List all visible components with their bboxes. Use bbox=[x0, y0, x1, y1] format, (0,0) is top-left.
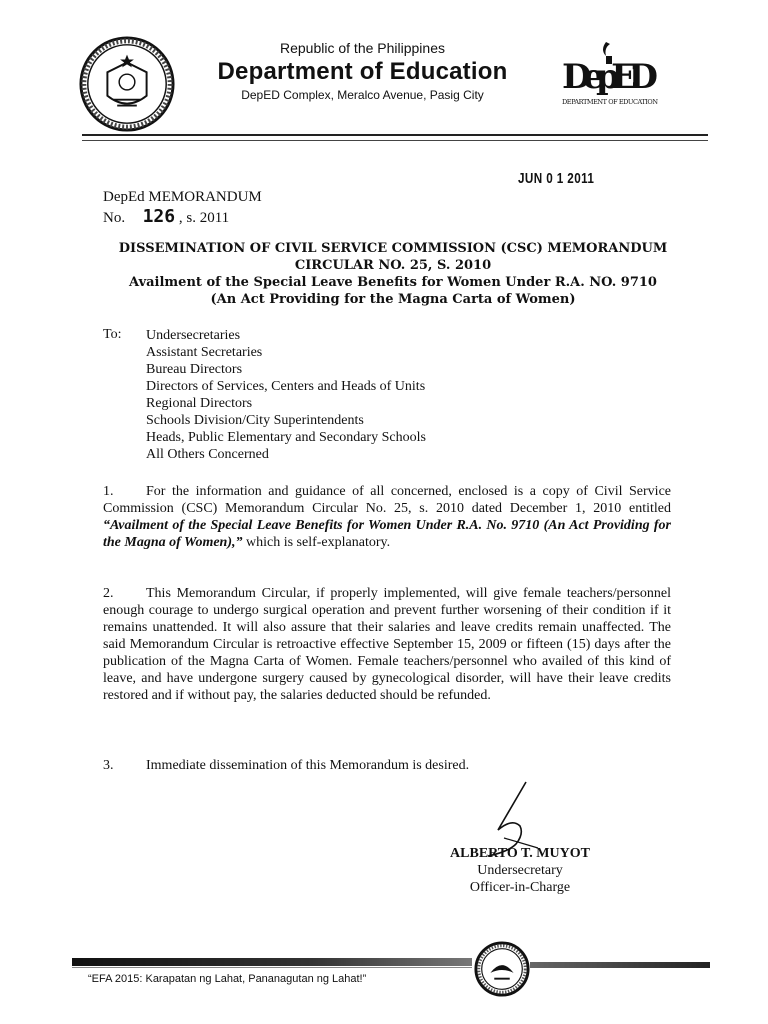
paragraph-1 bbox=[103, 483, 671, 551]
recipients-list bbox=[146, 327, 426, 463]
footer-motto: “EFA 2015: Karapatan ng Lahat, Pananagutan ng Lahat!” bbox=[88, 973, 367, 985]
recipient-item: Heads, Public Elementary and Secondary Schools bbox=[146, 430, 426, 445]
paragraph-number: 3. bbox=[103, 758, 114, 773]
republic-line: Republic of the Philippines bbox=[280, 40, 445, 56]
recipient-item: Assistant Secretaries bbox=[146, 345, 263, 360]
title-line-1: DISSEMINATION OF CIVIL SERVICE COMMISSION (CSC) MEMORANDUM bbox=[118, 241, 668, 256]
footer-bar-right bbox=[530, 962, 710, 968]
signatory-title: Undersecretary bbox=[477, 863, 563, 878]
memo-label: DepEd MEMORANDUM bbox=[103, 189, 262, 205]
paragraph-3 bbox=[103, 757, 671, 774]
recipient-item: Undersecretaries bbox=[146, 328, 241, 343]
paragraph-text-end: which is self-explanatory. bbox=[242, 535, 391, 550]
signatory-block bbox=[420, 845, 620, 896]
deped-logo-icon bbox=[560, 38, 660, 110]
recipient-item: Directors of Services, Centers and Heads of Units bbox=[146, 379, 426, 394]
deped-logo-text: DepED bbox=[562, 57, 658, 97]
memo-series: , s. 2011 bbox=[178, 210, 230, 226]
paragraph-text: For the information and guidance of all concerned, enclosed is a copy of Civil Service Commission (CSC) Memorandum Circular No. 25, s. 2010 dated December 1, 2010 entitled bbox=[103, 484, 671, 516]
republic-seal-icon bbox=[78, 35, 176, 133]
signatory-name: ALBERTO T. MUYOT bbox=[450, 846, 590, 861]
footer-bar-left bbox=[72, 958, 472, 966]
paragraph-number: 2. bbox=[103, 586, 114, 601]
header-rule-thin bbox=[82, 140, 708, 141]
memo-no-label: No. bbox=[103, 210, 126, 226]
recipient-item: Schools Division/City Superintendents bbox=[146, 413, 364, 428]
paragraph-number: 1. bbox=[103, 484, 114, 499]
memo-header bbox=[103, 188, 262, 228]
signatory-role: Officer-in-Charge bbox=[469, 880, 571, 895]
department-address: DepED Complex, Meralco Avenue, Pasig City bbox=[241, 88, 484, 102]
recipients-label: To: bbox=[103, 327, 122, 342]
date-stamp: JUN 0 1 2011 bbox=[518, 170, 595, 187]
paragraph-text: Immediate dissemination of this Memorandum is desired. bbox=[146, 758, 470, 773]
memo-title bbox=[103, 240, 683, 308]
paragraph-text: This Memorandum Circular, if properly implemented, will give female teachers/personnel enough courage to undergo surgical operation and prevent further worsening of their condition if it remains unattended. It will also assure that their salaries and leave credits remain unaffected. The said Memorandum Circular is retroactive effective September 15, 2009 or fifteen (15) days after the publication of the Magna Carta of Women. Female teachers/personnel who availed of this kind of leave, and have undergone surgery caused by gynecological disorder, will have their leave credits restored and if without pay, the salaries deducted should be refunded. bbox=[103, 586, 671, 703]
memo-number-line bbox=[103, 207, 262, 228]
footer-bar-thin bbox=[72, 967, 472, 968]
circular-title-emphasis: “Availment of the Special Leave Benefits for Women Under R.A. No. 9710 (An Act Providing for the Magna of Women),” bbox=[103, 518, 671, 550]
footer-seal-icon bbox=[473, 940, 531, 998]
memo-number: 126 bbox=[142, 206, 176, 227]
recipient-item: All Others Concerned bbox=[146, 447, 269, 462]
deped-logo-subtext: DEPARTMENT OF EDUCATION bbox=[562, 98, 658, 106]
title-line-3: Availment of the Special Leave Benefits for Women Under R.A. NO. 9710 bbox=[129, 275, 657, 290]
title-line-4: (An Act Providing for the Magna Carta of Women) bbox=[210, 292, 576, 307]
title-line-2: CIRCULAR NO. 25, S. 2010 bbox=[294, 258, 492, 273]
letterhead bbox=[190, 40, 535, 102]
recipient-item: Bureau Directors bbox=[146, 362, 243, 377]
header-rule bbox=[82, 134, 708, 136]
recipient-item: Regional Directors bbox=[146, 396, 253, 411]
department-name: Department of Education bbox=[217, 58, 508, 85]
paragraph-2 bbox=[103, 585, 671, 704]
